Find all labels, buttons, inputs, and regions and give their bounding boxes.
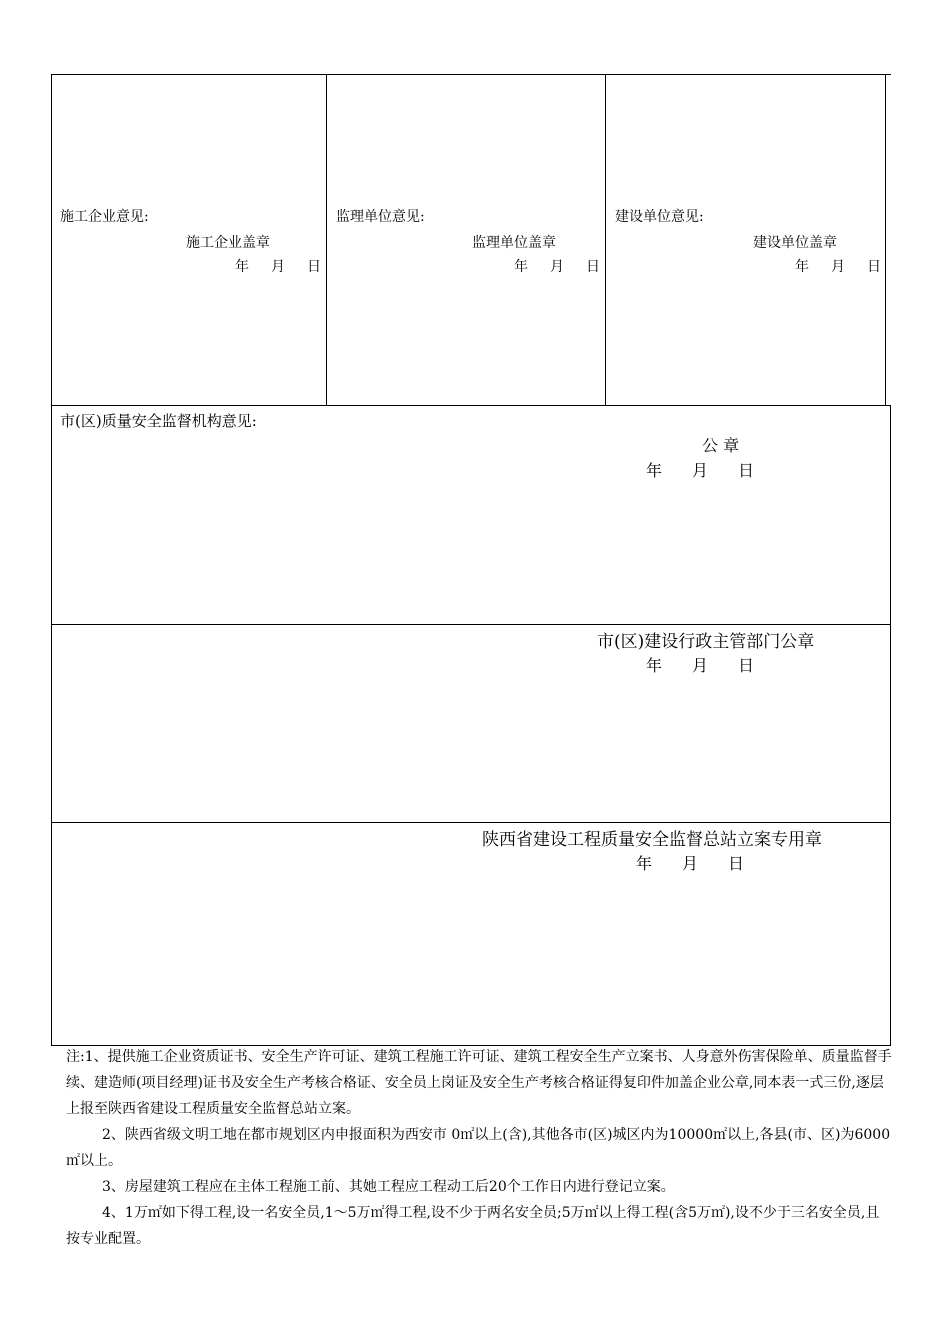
owner-seal-label: 建设单位盖章 [753,235,837,251]
day-label: 日 [738,656,755,675]
month-label: 月 [271,259,285,275]
month-label: 月 [692,656,709,675]
quality-agency-cell [51,405,891,625]
note-1: 注:1、提供施工企业资质证书、安全生产许可证、建筑工程施工许可证、建筑工程安全生产立案书、人身意外伤害保险单、质量监督手续、建造师(项目经理)证书及安全生产考核合格证、安全员上岗证及安全生产考核合格证得复印件加盖企业公章,同本表一式三份,逐层上报至陕西省建设工程质量安全监督总站立案。 [66,1049,892,1117]
supervision-opinion-cell [326,74,606,406]
year-label: 年 [636,854,653,873]
construction-date [235,256,321,276]
day-label: 日 [586,259,600,275]
year-label: 年 [795,259,809,275]
supervision-seal-label: 监理单位盖章 [472,235,556,251]
right-edge-line [885,74,891,406]
day-label: 日 [728,854,745,873]
quality-agency-date [646,458,754,481]
day-label: 日 [867,259,881,275]
construction-seal-label: 施工企业盖章 [186,235,270,251]
provincial-cell [51,822,891,1046]
admin-dept-date [646,653,754,676]
admin-dept-cell [51,624,891,823]
year-label: 年 [514,259,528,275]
quality-agency-opinion-label: 市(区)质量安全监督机构意见: [60,412,257,430]
quality-agency-seal-label: 公 章 [702,436,740,455]
owner-opinion-label: 建设单位意见: [615,209,704,225]
supervision-opinion-label: 监理单位意见: [336,209,425,225]
year-label: 年 [646,656,663,675]
year-label: 年 [235,259,249,275]
provincial-seal-label: 陕西省建设工程质量安全监督总站立案专用章 [482,830,822,850]
note-3: 3、房屋建筑工程应在主体工程施工前、其她工程应工程动工后20个工作日内进行登记立案。 [102,1179,675,1195]
notes [66,1044,892,1252]
month-label: 月 [692,461,709,480]
admin-dept-seal-label: 市(区)建设行政主管部门公章 [597,632,815,652]
owner-opinion-cell [605,74,886,406]
note-2: 2、陕西省级文明工地在都市规划区内申报面积为西安市 0㎡以上(含),其他各市(区)城区内为10000㎡以上,各县(市、区)为6000㎡以上。 [66,1127,891,1169]
note-4: 4、1万㎡如下得工程,设一名安全员,1～5万㎡得工程,设不少于两名安全员;5万㎡以上得工程(含5万㎡),设不少于三名安全员,且按专业配置。 [66,1205,880,1247]
day-label: 日 [738,461,755,480]
day-label: 日 [307,259,321,275]
owner-date [795,256,881,276]
year-label: 年 [646,461,663,480]
provincial-date [636,851,744,874]
month-label: 月 [831,259,845,275]
construction-opinion-label: 施工企业意见: [60,209,149,225]
month-label: 月 [550,259,564,275]
supervision-date [514,256,600,276]
month-label: 月 [682,854,699,873]
